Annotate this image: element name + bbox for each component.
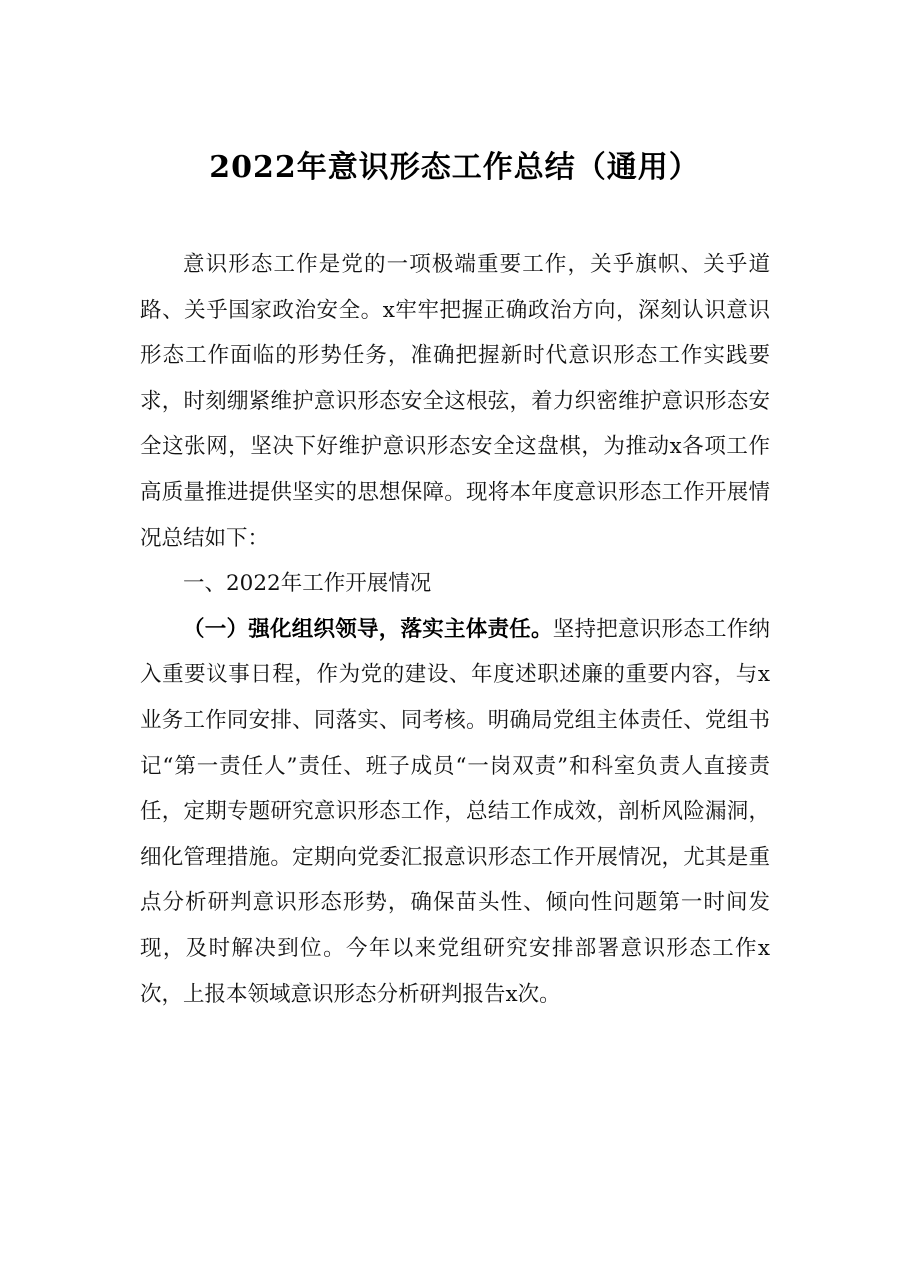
document-title: 2022年意识形态工作总结（通用） <box>209 150 700 185</box>
section-heading-1 <box>140 561 770 607</box>
subsection-1-lead: （一）强化组织领导，落实主体责任。 <box>183 616 553 642</box>
paragraph-intro-text: 意识形态工作是党的一项极端重要工作，关乎旗帜、关乎道路、关乎国家政治安全。x牢牢把握正确政治方向，深刻认识意识形态工作面临的形势任务，准确把握新时代意识形态工作实践要求，时刻绷紧维护意识形态安全这根弦，着力织密维护意识形态安全这张网，坚决下好维护意识形态安全这盘棋，为推动x各项工作高质量推进提供坚实的思想保障。现将本年度意识形态工作开展情况总结如下： <box>140 252 770 551</box>
paragraph-subsection-1-text: 坚持把意识形态工作纳入重要议事日程，作为党的建设、年度述职述廉的重要内容，与x业务工作同安排、同落实、同考核。明确局党组主体责任、党组书记“第一责任人”责任、班子成员“一岗双责”和科室负责人直接责任，定期专题研究意识形态工作，总结工作成效，剖析风险漏洞，细化管理措施。定期向党委汇报意识形态工作开展情况，尤其是重点分析研判意识形态形势，确保苗头性、倾向性问题第一时间发现，及时解决到位。今年以来党组研究安排部署意识形态工作x次，上报本领域意识形态分析研判报告x次。 <box>140 616 770 1007</box>
section-heading-1-text: 一、2022年工作开展情况 <box>183 571 432 597</box>
paragraph-subsection-1 <box>140 607 770 1017</box>
document-body <box>140 242 770 1017</box>
paragraph-intro <box>140 242 770 561</box>
